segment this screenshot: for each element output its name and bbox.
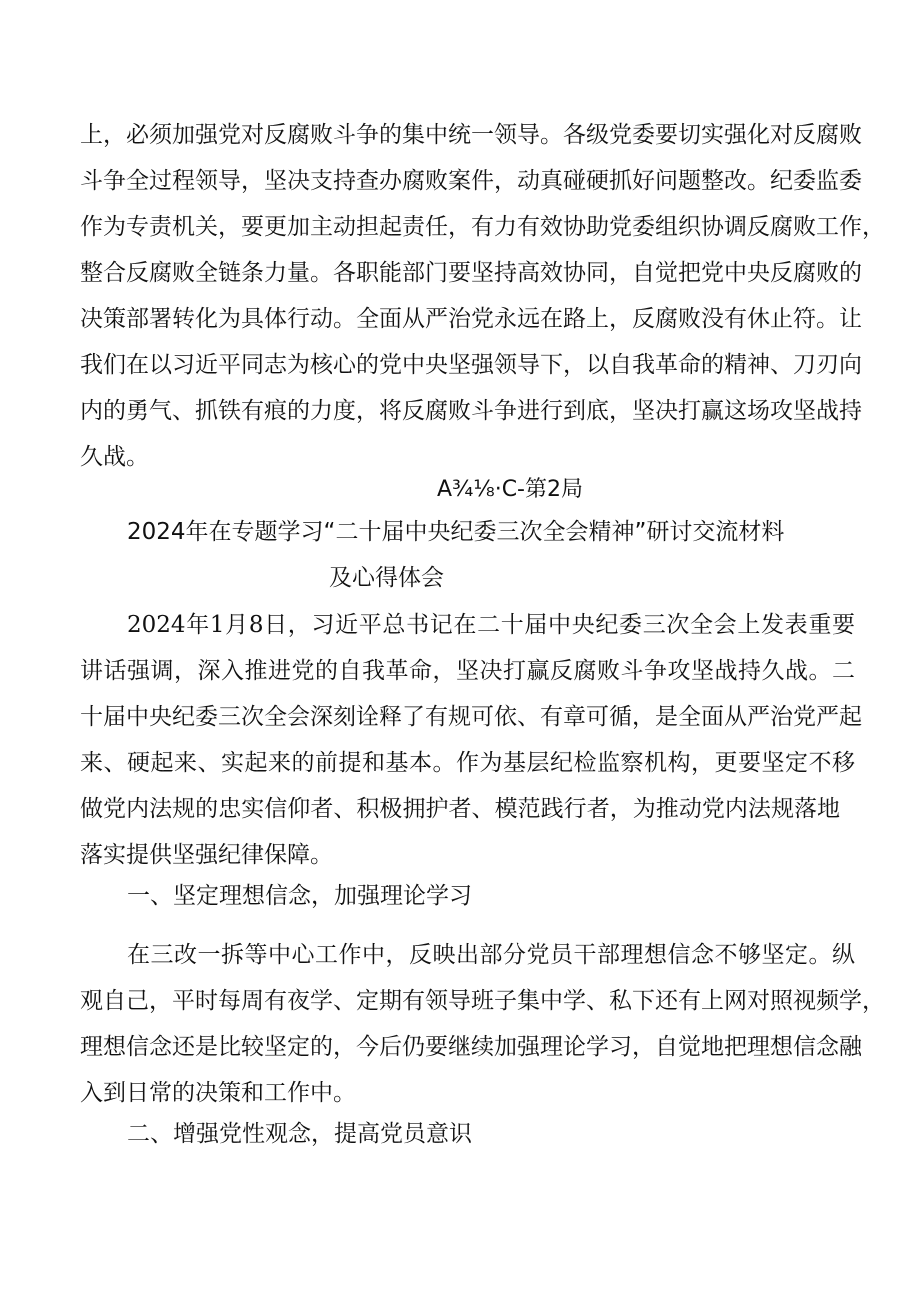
section-heading-1: 一、坚定理想信念，加强理论学习 (127, 883, 472, 909)
paragraph-line: 讲话强调，深入推进党的自我革命，坚决打赢反腐败斗争攻坚战持久战。二 (80, 658, 855, 684)
section-marker: A¾⅛·C-第2局 (437, 477, 583, 502)
paragraph-line: 我们在以习近平同志为核心的党中央坚强领导下，以自我革命的精神、刀刃向 (80, 352, 862, 378)
paragraph-line-with-emphasis (80, 1024, 862, 1070)
section-heading-2: 二、增强党性观念，提高党员意识 (127, 1121, 472, 1147)
paragraph-line: 上，必须加强党对反腐败斗争的集中统一领导。各级党委要切实强化对反腐败 (80, 122, 862, 148)
paragraph-line: 十届中央纪委三次全会深刻诠释了有规可依、有章可循，是全面从严治党严起 (80, 704, 862, 730)
paragraph-line: 斗争全过程领导，坚决支持查办腐败案件，动真碰硬抓好问题整改。纪委监委 (80, 168, 862, 194)
paragraph-line: 观自己，平时每周有夜学、定期有领导班子集中学、私下还有上网对照视频学， (80, 988, 885, 1014)
paragraph-line: 落实提供坚强纪律保障。 (80, 842, 333, 868)
paragraph-text: 理想信念还是比较坚定的，今后仍要 (80, 1034, 448, 1060)
paragraph-text: 学习，自觉地把理想信念融 (586, 1034, 862, 1060)
paragraph-line: 做党内法规的忠实信仰者、积极拥护者、模范践行者，为推动党内法规落地 (80, 796, 840, 822)
paragraph-line: 在三改一拆等中心工作中，反映出部分党员干部理想信念不够坚定。纵 (127, 942, 855, 968)
paragraph-line: 内的勇气、抓铁有痕的力度，将反腐败斗争进行到底，坚决打赢这场攻坚战持 (80, 398, 862, 424)
paragraph-line: 决策部署转化为具体行动。全面从严治党永远在路上，反腐败没有休止符。让 (80, 306, 862, 332)
article-title-line1: 2024年在专题学习“二十届中央纪委三次全会精神”研讨交流材料 (127, 519, 785, 545)
paragraph-line: 作为专责机关，要更加主动担起责任，有力有效协助党委组织协调反腐败工作， (80, 214, 885, 240)
paragraph-line: 来、硬起来、实起来的前提和基本。作为基层纪检监察机构，更要坚定不移 (80, 750, 855, 776)
paragraph-line: 入到日常的决策和工作中。 (80, 1080, 356, 1106)
paragraph-line: 整合反腐败全链条力量。各职能部门要坚持高效协同，自觉把党中央反腐败的 (80, 260, 862, 286)
paragraph-line: 久战。 (80, 444, 149, 470)
paragraph-line: 2024年1月8日，习近平总书记在二十届中央纪委三次全会上发表重要 (127, 612, 855, 638)
emphasis-text: 继续加强理论 (448, 1034, 586, 1060)
article-title-line2: 及心得体会 (329, 565, 444, 591)
